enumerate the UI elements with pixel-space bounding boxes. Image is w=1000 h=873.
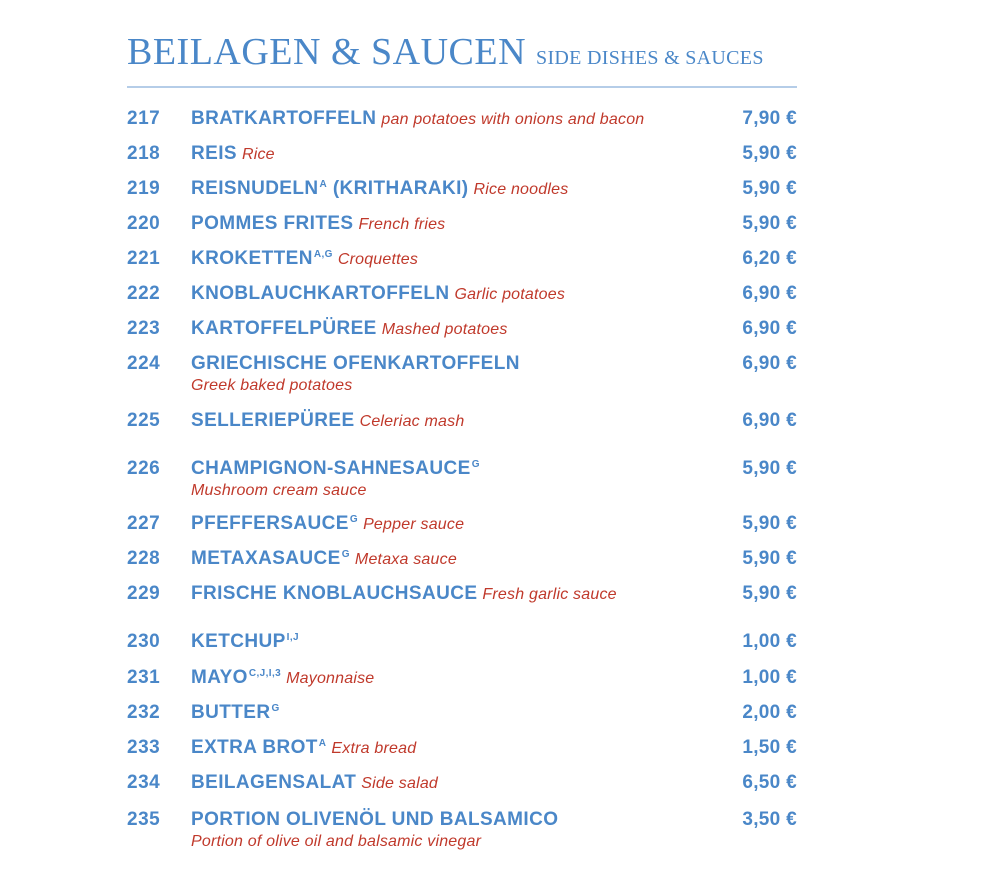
item-english-name: Extra bread	[331, 740, 417, 757]
item-number: 217	[127, 108, 161, 129]
item-name	[191, 178, 568, 200]
allergen-codes: G	[341, 548, 350, 560]
item-price: 3,50 €	[742, 809, 797, 830]
item-price: 5,90 €	[742, 513, 797, 534]
item-name	[191, 283, 565, 305]
menu-item	[0, 458, 1000, 499]
menu-item	[0, 283, 1000, 313]
item-english-name: pan potatoes with onions and bacon	[381, 111, 645, 128]
item-name-text: CHAMPIGNON-SAHNESAUCE	[191, 458, 471, 479]
allergen-codes: G	[471, 458, 480, 470]
item-name	[191, 513, 464, 535]
item-name	[191, 248, 418, 270]
item-name	[191, 548, 457, 570]
item-english-name: Mayonnaise	[286, 670, 375, 687]
item-price: 6,90 €	[742, 353, 797, 374]
item-name	[191, 143, 275, 165]
menu-item	[0, 631, 1000, 661]
item-name-text: KETCHUP	[191, 631, 286, 652]
item-number: 220	[127, 213, 161, 234]
menu-item	[0, 143, 1000, 173]
item-name-text: FRISCHE KNOBLAUCHSAUCE	[191, 583, 478, 604]
allergen-codes: G	[271, 702, 280, 714]
item-number: 227	[127, 513, 161, 534]
item-name	[191, 318, 508, 340]
item-english-name: Metaxa sauce	[354, 551, 457, 568]
item-price: 5,90 €	[742, 143, 797, 164]
item-price: 6,20 €	[742, 248, 797, 269]
item-number: 218	[127, 143, 161, 164]
menu-item	[0, 548, 1000, 578]
item-price: 1,50 €	[742, 737, 797, 758]
item-name-suffix: (KRITHARAKI)	[327, 178, 469, 199]
item-number: 234	[127, 772, 161, 793]
item-name-text: BRATKARTOFFELN	[191, 108, 377, 129]
item-number: 219	[127, 178, 161, 199]
item-name	[191, 702, 280, 724]
item-number: 221	[127, 248, 161, 269]
item-name	[191, 809, 558, 831]
item-price: 1,00 €	[742, 667, 797, 688]
menu-item	[0, 702, 1000, 732]
menu-item	[0, 410, 1000, 440]
item-name-text: POMMES FRITES	[191, 213, 354, 234]
item-number: 232	[127, 702, 161, 723]
header-divider	[127, 86, 797, 88]
item-english-name: Portion of olive oil and balsamic vinegar	[191, 833, 482, 850]
item-name-text: SELLERIEPÜREE	[191, 410, 355, 431]
allergen-codes: C,J,I,3	[248, 667, 282, 679]
allergen-codes: A,G	[313, 248, 333, 260]
item-english-name: Rice noodles	[473, 181, 569, 198]
item-name-text: BEILAGENSALAT	[191, 772, 357, 793]
item-number: 229	[127, 583, 161, 604]
item-name-text: KARTOFFELPÜREE	[191, 318, 377, 339]
item-number: 230	[127, 631, 161, 652]
item-name-text: BUTTER	[191, 702, 271, 723]
menu-item	[0, 772, 1000, 802]
menu-item	[0, 318, 1000, 348]
item-english-name: Mashed potatoes	[381, 321, 508, 338]
item-price: 6,90 €	[742, 318, 797, 339]
item-price: 5,90 €	[742, 178, 797, 199]
item-english-name: Rice	[241, 146, 275, 163]
page-subtitle: SIDE DISHES & SAUCES	[536, 47, 764, 69]
item-price: 5,90 €	[742, 213, 797, 234]
item-number: 235	[127, 809, 161, 830]
menu-item	[0, 353, 1000, 394]
menu-item	[0, 108, 1000, 138]
item-price: 6,50 €	[742, 772, 797, 793]
allergen-codes: I,J	[286, 631, 299, 643]
item-english-name: Pepper sauce	[363, 516, 465, 533]
item-name	[191, 583, 617, 605]
menu-item	[0, 809, 1000, 850]
item-name-text: PFEFFERSAUCE	[191, 513, 349, 534]
menu-item	[0, 178, 1000, 208]
item-name	[191, 772, 438, 794]
item-price: 1,00 €	[742, 631, 797, 652]
item-english-name: Fresh garlic sauce	[482, 586, 617, 603]
item-name	[191, 631, 299, 653]
item-number: 226	[127, 458, 161, 479]
item-name	[191, 737, 416, 759]
item-price: 7,90 €	[742, 108, 797, 129]
item-name	[191, 410, 464, 432]
item-price: 5,90 €	[742, 583, 797, 604]
menu-item	[0, 667, 1000, 697]
menu-item	[0, 513, 1000, 543]
item-english-name: French fries	[358, 216, 446, 233]
item-price: 5,90 €	[742, 548, 797, 569]
item-english-name: Garlic potatoes	[454, 286, 566, 303]
allergen-codes: A	[319, 178, 328, 190]
item-name-text: KNOBLAUCHKARTOFFELN	[191, 283, 450, 304]
item-price: 6,90 €	[742, 410, 797, 431]
menu-header	[127, 30, 764, 74]
item-name-text: REIS	[191, 143, 237, 164]
item-price: 5,90 €	[742, 458, 797, 479]
item-number: 228	[127, 548, 161, 569]
item-number: 225	[127, 410, 161, 431]
menu-item	[0, 737, 1000, 767]
page-title: BEILAGEN & SAUCEN	[127, 31, 527, 73]
item-name-text: MAYO	[191, 667, 248, 688]
item-english-name: Croquettes	[337, 251, 419, 268]
item-price: 6,90 €	[742, 283, 797, 304]
item-name	[191, 108, 644, 130]
item-number: 224	[127, 353, 161, 374]
item-number: 223	[127, 318, 161, 339]
item-name	[191, 353, 520, 375]
item-name	[191, 213, 445, 235]
menu-item	[0, 248, 1000, 278]
item-name-text: REISNUDELN	[191, 178, 319, 199]
item-name-text: EXTRA BROT	[191, 737, 318, 758]
menu-item	[0, 213, 1000, 243]
item-name	[191, 458, 480, 480]
item-english-name: Celeriac mash	[359, 413, 465, 430]
item-name-text: KROKETTEN	[191, 248, 313, 269]
item-number: 222	[127, 283, 161, 304]
item-name	[191, 667, 374, 689]
item-name-text: GRIECHISCHE OFENKARTOFFELN	[191, 353, 520, 374]
menu-item	[0, 583, 1000, 613]
item-number: 231	[127, 667, 161, 688]
item-name-text: METAXASAUCE	[191, 548, 341, 569]
item-name-text: PORTION OLIVENÖL UND BALSAMICO	[191, 809, 559, 830]
item-number: 233	[127, 737, 161, 758]
item-english-name: Mushroom cream sauce	[191, 482, 367, 499]
allergen-codes: G	[349, 513, 359, 525]
item-english-name: Greek baked potatoes	[191, 377, 353, 394]
allergen-codes: A	[318, 737, 327, 749]
item-price: 2,00 €	[742, 702, 797, 723]
item-english-name: Side salad	[361, 775, 439, 792]
